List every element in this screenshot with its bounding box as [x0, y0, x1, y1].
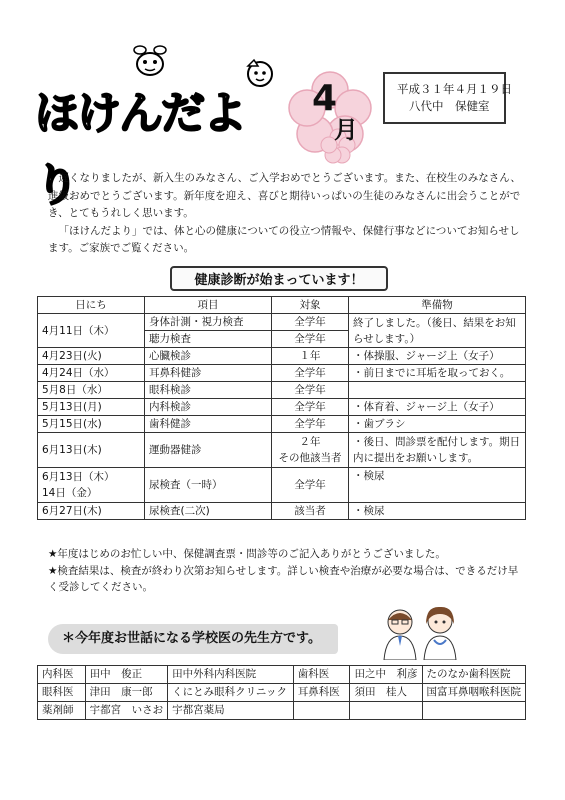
prep-cell: ・歯ブラシ: [349, 416, 526, 433]
prep-cell: 終了しました。（後日、結果をお知らせします。）: [349, 314, 526, 348]
table-row: [38, 314, 526, 331]
table-row: [38, 348, 526, 365]
specialty-cell: 内科医: [38, 666, 86, 684]
clinic-cell: たのなか歯科医院: [422, 666, 526, 684]
target-cell: 全学年: [272, 468, 349, 503]
specialty-cell: 耳鼻科医: [293, 684, 350, 702]
month-number: 4: [312, 78, 338, 119]
target-cell: １年: [272, 348, 349, 365]
doctor-name-cell: 宇都宮 いさお: [85, 702, 168, 720]
prep-cell: ・検尿: [349, 503, 526, 520]
prep-cell: ・体操服、ジャージ上（女子）: [349, 348, 526, 365]
doctor-name-cell: [350, 702, 422, 720]
target-cell: 全学年: [272, 331, 349, 348]
specialty-cell: 歯科医: [293, 666, 350, 684]
note-item: ★検査結果は、検査が終わり次第お知らせします。詳しい検査や治療が必要な場合は、できるだけ早く受診してください。: [48, 564, 519, 593]
prep-cell: ・後日、問診票を配付します。期日内に提出をお願いします。: [349, 433, 526, 468]
date-cell: 5月15日(水): [38, 416, 145, 433]
item-cell: 内科検診: [145, 399, 272, 416]
table-row: [38, 684, 526, 702]
intro-text: [48, 170, 526, 258]
item-cell: 心臓検診: [145, 348, 272, 365]
specialty-cell: [293, 702, 350, 720]
item-cell: 尿検査(二次): [145, 503, 272, 520]
mascot-bee-icon: [130, 44, 170, 78]
date-cell: 4月23日(火): [38, 348, 145, 365]
table-row: [38, 468, 526, 503]
exam-schedule-table: [37, 296, 526, 520]
column-header: 準備物: [349, 297, 526, 314]
date-cell: 5月13日(月): [38, 399, 145, 416]
item-cell: 聴力検査: [145, 331, 272, 348]
prep-cell: ・検尿: [349, 468, 526, 503]
table-row: [38, 416, 526, 433]
table-row: [38, 503, 526, 520]
doctor-female-icon: [418, 604, 462, 660]
item-cell: 尿検査（一時）: [145, 468, 272, 503]
school-name: 八代中 保健室: [409, 99, 490, 113]
table-row: [38, 702, 526, 720]
clinic-cell: [422, 702, 526, 720]
clinic-cell: 国富耳鼻咽喉科医院: [422, 684, 526, 702]
table-row: [38, 365, 526, 382]
table-row: [38, 399, 526, 416]
item-cell: 眼科検診: [145, 382, 272, 399]
specialty-cell: 薬剤師: [38, 702, 86, 720]
exam-banner: 健康診断が始まっています！: [170, 266, 388, 291]
doctor-name-cell: 須田 桂人: [350, 684, 422, 702]
target-cell: 全学年: [272, 314, 349, 331]
column-header: 日にち: [38, 297, 145, 314]
clinic-cell: くにとみ眼科クリニック: [168, 684, 294, 702]
school-doctors-table: [37, 665, 526, 720]
target-cell: 全学年: [272, 416, 349, 433]
prep-cell: [349, 382, 526, 399]
column-header: 対象: [272, 297, 349, 314]
table-row: [38, 666, 526, 684]
notes: [48, 546, 528, 596]
specialty-cell: 眼科医: [38, 684, 86, 702]
date-cell: 6月27日(木): [38, 503, 145, 520]
date-cell: 4月11日（木）: [38, 314, 145, 348]
item-cell: 耳鼻科健診: [145, 365, 272, 382]
date-cell: 5月8日（水）: [38, 382, 145, 399]
doctor-male-icon: [378, 606, 422, 660]
target-cell: 該当者: [272, 503, 349, 520]
target-cell: ２年 その他該当者: [272, 433, 349, 468]
item-cell: 身体計測・視力検査: [145, 314, 272, 331]
target-cell: 全学年: [272, 365, 349, 382]
doctor-name-cell: 田中 俊正: [85, 666, 168, 684]
doctor-name-cell: 田之中 利彦: [350, 666, 422, 684]
doctor-name-cell: 津田 康一郎: [85, 684, 168, 702]
table-row: [38, 433, 526, 468]
prep-cell: ・前日までに耳垢を取っておく。: [349, 365, 526, 382]
clinic-cell: 田中外科内科医院: [168, 666, 294, 684]
clinic-cell: 宇都宮薬局: [168, 702, 294, 720]
prep-cell: ・体育着、ジャージ上（女子）: [349, 399, 526, 416]
intro-paragraph: 「ほけんだより」では、体と心の健康についての役立つ情報や、保健行事などについてお知らせします。ご家族でご覧ください。: [48, 224, 520, 254]
table-header-row: [38, 297, 526, 314]
target-cell: 全学年: [272, 382, 349, 399]
note-item: ★年度はじめのお忙しい中、保健調査票・問診等のご記入ありがとうございました。: [48, 548, 446, 560]
intro-paragraph: 遅くなりましたが、新入生のみなさん、ご入学おめでとうございます。また、在校生のみなさん、進級おめでとうございます。新年度を迎え、喜びと期待いっぱいの生徒のみなさんに出会うことができ、とてもうれしく思います。: [48, 172, 521, 219]
item-cell: 歯科健診: [145, 416, 272, 433]
target-cell: 全学年: [272, 399, 349, 416]
newsletter-title: ほけんだより: [35, 88, 245, 211]
issue-date-box: [383, 72, 512, 124]
month-label: 月: [334, 116, 358, 144]
table-row: [38, 382, 526, 399]
item-cell: 運動器健診: [145, 433, 272, 468]
date-cell: 6月13日（木） 14日（金）: [38, 468, 145, 503]
column-header: 項目: [145, 297, 272, 314]
issue-date: 平成３１年４月１９日: [397, 82, 512, 96]
doctors-banner: ＊今年度お世話になる学校医の先生方です。: [48, 624, 338, 654]
date-cell: 4月24日（水）: [38, 365, 145, 382]
date-cell: 6月13日(木): [38, 433, 145, 468]
